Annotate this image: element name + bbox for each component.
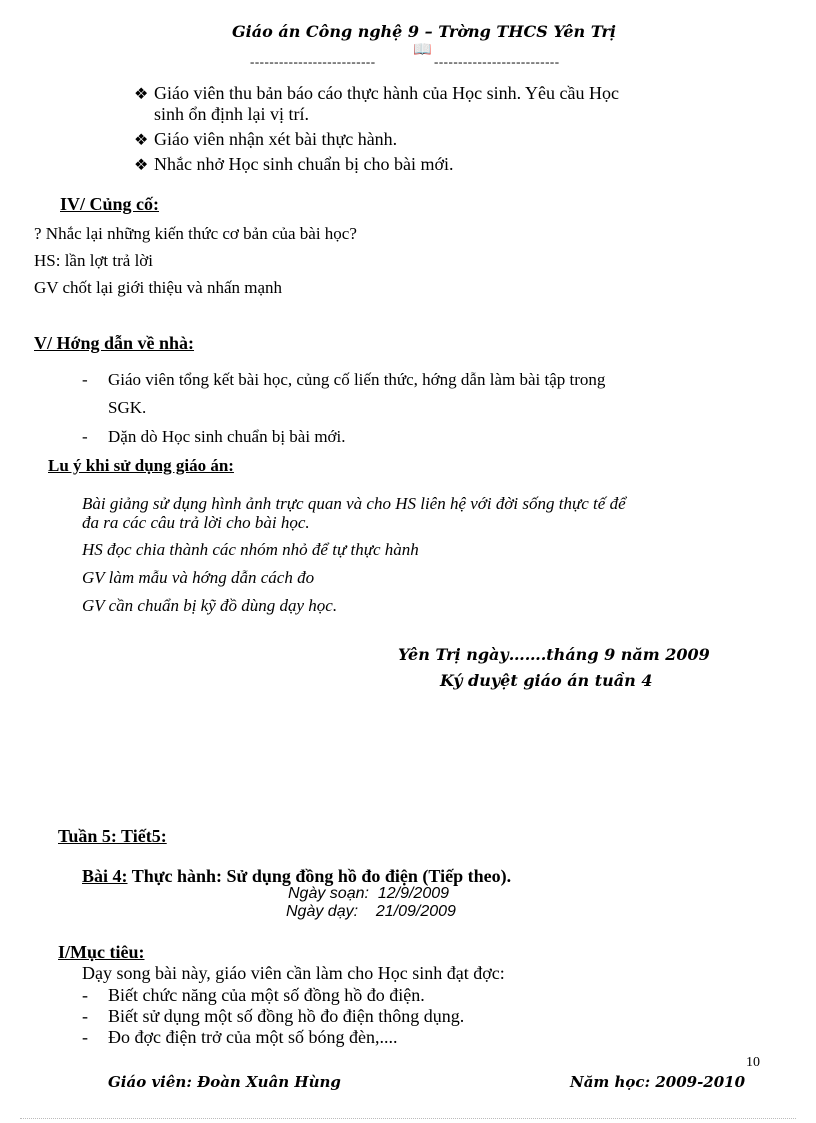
footer-school-year: Năm học: 2009-2010 <box>570 1073 746 1091</box>
objective-item: - Đo đợc điện trở của một số bóng đèn,.... <box>82 1027 398 1047</box>
page-bottom-border <box>20 1118 796 1119</box>
footer-teacher: Giáo viên: Đoàn Xuân Hùng <box>108 1073 341 1091</box>
signature-approval: Ký duyệt giáo án tuần 4 <box>440 671 653 690</box>
list-item: ❖ Giáo viên nhận xét bài thực hành. <box>134 129 398 149</box>
section-4-heading: IV/ Củng cố: <box>60 194 160 214</box>
diamond-bullet-icon: ❖ <box>134 132 149 149</box>
notes-heading: Lu ý khi sử dụng giáo án: <box>48 456 234 475</box>
list-item-continuation: SGK. <box>108 398 147 417</box>
section-5-heading: V/ Hớng dẫn về nhà: <box>34 333 195 353</box>
list-item: ❖ Giáo viên thu bản báo cáo thực hành của Học sinh. Yêu cầu Học <box>134 83 619 103</box>
section-4-line: GV chốt lại giới thiệu và nhấn mạnh <box>34 278 283 297</box>
objective-item: - Biết chức năng của một số đồng hồ đo điện. <box>82 985 425 1005</box>
prep-date: Ngày soạn: 12/9/2009 <box>288 885 450 902</box>
teach-date: Ngày dạy: 21/09/2009 <box>286 903 456 920</box>
notes-line: GV cần chuẩn bị kỹ đồ dùng dạy học. <box>82 596 338 615</box>
diamond-bullet-icon: ❖ <box>134 86 149 103</box>
book-icon: 📖 <box>413 42 432 58</box>
page-number: 10 <box>746 1055 760 1070</box>
list-item: - Dặn dò Học sinh chuẩn bị bài mới. <box>82 427 346 446</box>
notes-line: đa ra các câu trả lời cho bài học. <box>82 513 310 532</box>
page-header-title: Giáo án Công nghệ 9 – Trờng THCS Yên Trị <box>232 22 616 41</box>
header-rule-right: -------------------------- <box>434 54 560 69</box>
list-item: ❖ Nhắc nhở Học sinh chuẩn bị cho bài mới. <box>134 154 454 174</box>
header-rule-left: -------------------------- <box>250 54 376 69</box>
notes-line: HS đọc chia thành các nhóm nhỏ để tự thực hành <box>82 540 419 559</box>
objective-item: - Biết sử dụng một số đồng hồ đo điện thông dụng. <box>82 1006 465 1026</box>
week-label: Tuần 5: Tiết5: <box>58 826 167 846</box>
lesson-title: Bài 4: Thực hành: Sử dụng đồng hồ đo điện (Tiếp theo). <box>82 866 512 886</box>
list-item-continuation: sinh ổn định lại vị trí. <box>154 104 309 124</box>
objectives-heading: I/Mục tiêu: <box>58 942 145 962</box>
diamond-bullet-icon: ❖ <box>134 157 149 174</box>
list-item: - Giáo viên tổng kết bài học, củng cố liến thức, hớng dẫn làm bài tập trong <box>82 370 606 389</box>
objectives-intro: Dạy song bài này, giáo viên cần làm cho Học sinh đạt đợc: <box>82 963 505 983</box>
section-4-line: HS: lần lợt trả lời <box>34 251 154 270</box>
section-4-line: ? Nhắc lại những kiến thức cơ bản của bài học? <box>34 224 357 243</box>
notes-line: GV làm mẫu và hớng dẫn cách đo <box>82 568 315 587</box>
signature-date-line: Yên Trị ngày…….tháng 9 năm 2009 <box>398 645 710 664</box>
notes-line: Bài giảng sử dụng hình ảnh trực quan và cho HS liên hệ với đời sống thực tế để <box>82 494 626 513</box>
